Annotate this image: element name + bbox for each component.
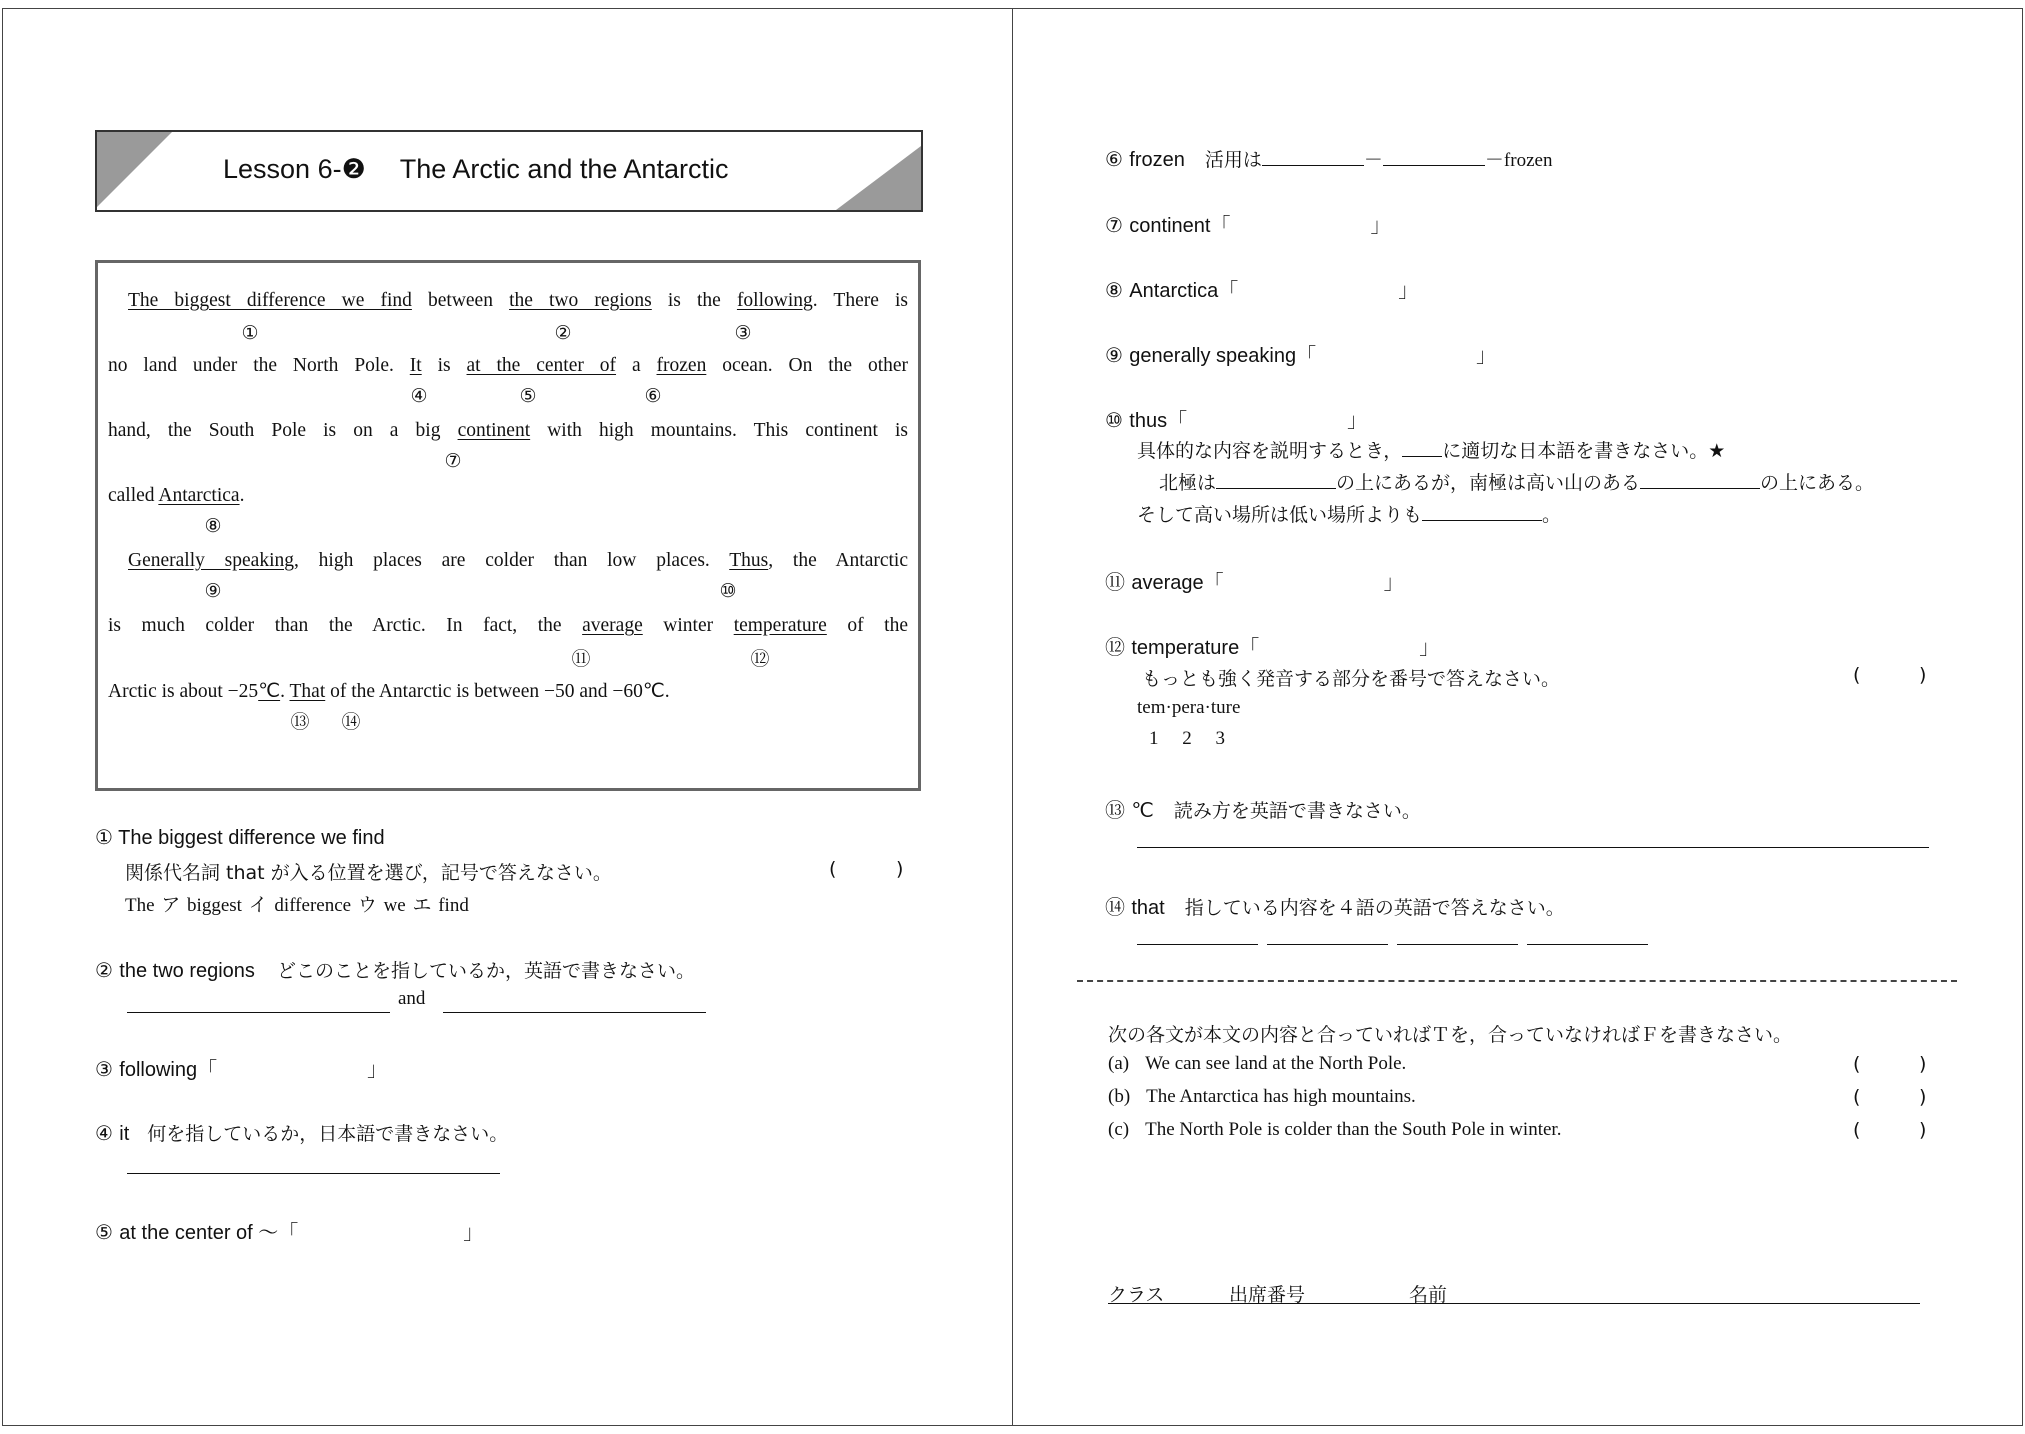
question-1: ① The biggest difference we find xyxy=(95,825,385,849)
tf-item-b: (b) The Antarctica has high mountains. xyxy=(1108,1086,1416,1107)
question-2-and: and xyxy=(398,988,426,1009)
marker-8: ⑧ xyxy=(204,515,222,537)
footer-class-label: クラス xyxy=(1108,1284,1165,1306)
passage-line-3: hand, the South Pole is on a big continent with high mountains. This continent is xyxy=(108,420,908,441)
tf-paren-c-open: ( xyxy=(1853,1119,1861,1141)
marker-5: ⑤ xyxy=(519,385,537,407)
question-8: ⑧ Antarctica「 」 xyxy=(1105,278,1419,302)
tf-paren-a-close: ) xyxy=(1919,1053,1927,1075)
question-1-paren-open: ( xyxy=(829,858,837,880)
tf-item-a: (a) We can see land at the North Pole. xyxy=(1108,1053,1407,1074)
question-3: ③ following「 」 xyxy=(95,1057,388,1081)
question-12-paren-open: ( xyxy=(1853,664,1861,686)
question-12-word: tem·pera·ture xyxy=(1137,697,1241,718)
question-12-syllable-numbers: 1 2 3 xyxy=(1149,728,1225,749)
left-page xyxy=(2,8,1014,1426)
answer-line-4[interactable] xyxy=(127,1173,500,1174)
marker-7: ⑦ xyxy=(444,450,462,472)
tf-instruction: 次の各文が本文の内容と合っていればＴを，合っていなければＦを書きなさい。 xyxy=(1108,1024,1793,1046)
marker-10: ⑩ xyxy=(719,580,737,602)
question-6: ⑥ frozen 活用は － －frozen xyxy=(1105,147,1553,171)
question-10-instruction: 具体的な内容を説明するとき， に適切な日本語を書きなさい。★ xyxy=(1137,440,1726,462)
answer-line-2b[interactable] xyxy=(443,1012,706,1013)
question-10: ⑩ thus「 」 xyxy=(1105,408,1368,432)
footer-name-label: 名前 xyxy=(1409,1284,1448,1306)
footer-line[interactable] xyxy=(1108,1303,1920,1304)
passage-line-5: Generally speaking, high places are colder than low places. Thus, the Antarctic xyxy=(128,550,908,571)
passage-line-2: no land under the North Pole. It is at the center of a frozen ocean. On the other xyxy=(108,355,909,376)
marker-6: ⑥ xyxy=(644,385,662,407)
lesson-number: Lesson 6-❷ xyxy=(223,154,366,184)
marker-12: ⑫ xyxy=(750,648,770,670)
footer-number-label: 出席番号 xyxy=(1229,1284,1306,1306)
question-7: ⑦ continent「 」 xyxy=(1105,213,1391,237)
question-1-paren-close: ) xyxy=(896,858,904,880)
title-box xyxy=(95,130,923,212)
question-5: ⑤ at the center of ～「 」 xyxy=(95,1220,484,1244)
question-12-instruction: もっとも強く発音する部分を番号で答えなさい。 xyxy=(1142,668,1561,690)
answer-blank-10a[interactable] xyxy=(1216,488,1336,489)
marker-4: ④ xyxy=(410,385,428,407)
answer-blank-10b[interactable] xyxy=(1640,488,1760,489)
answer-blank-10c[interactable] xyxy=(1422,520,1542,521)
tf-paren-b-close: ) xyxy=(1919,1086,1927,1108)
right-page xyxy=(1012,8,2023,1426)
answer-line-2a[interactable] xyxy=(127,1012,390,1013)
marker-14: ⑭ xyxy=(341,711,361,733)
answer-blank-6a[interactable] xyxy=(1262,165,1364,166)
marker-3: ③ xyxy=(734,322,752,344)
answer-line-14d[interactable] xyxy=(1527,944,1648,945)
tf-paren-a-open: ( xyxy=(1853,1053,1861,1075)
question-9: ⑨ generally speaking「 」 xyxy=(1105,343,1497,367)
section-divider xyxy=(1077,980,1957,982)
question-10-sentence-1: 北極は の上にあるが，南極は高い山のある の上にある。 xyxy=(1159,472,1875,494)
question-1-instruction: 関係代名詞 that が入る位置を選び，記号で答えなさい。 xyxy=(125,862,612,884)
answer-line-13[interactable] xyxy=(1137,847,1929,848)
question-2: ② the two regions どこのことを指しているか，英語で書きなさい。 xyxy=(95,958,695,982)
marker-2: ② xyxy=(554,322,572,344)
question-12-paren-close: ) xyxy=(1919,664,1927,686)
marker-13: ⑬ xyxy=(290,711,310,733)
lesson-topic: The Arctic and the Antarctic xyxy=(399,154,729,184)
question-1-options: The ア biggest イ difference ウ we エ find xyxy=(125,895,469,916)
title-decoration-top-left xyxy=(97,132,172,207)
title-decoration-bottom-right xyxy=(836,146,921,210)
marker-9: ⑨ xyxy=(204,580,222,602)
tf-paren-c-close: ) xyxy=(1919,1119,1927,1141)
answer-line-14c[interactable] xyxy=(1397,944,1518,945)
answer-line-14a[interactable] xyxy=(1137,944,1258,945)
passage-line-6: is much colder than the Arctic. In fact, the average winter temperature of the xyxy=(108,615,908,636)
question-14: ⑭ that 指している内容を４語の英語で答えなさい。 xyxy=(1105,895,1565,919)
tf-paren-b-open: ( xyxy=(1853,1086,1861,1108)
passage-line-7: Arctic is about −25℃. That of the Antarctic is between −50 and −60℃. xyxy=(108,681,670,702)
passage-line-4: called Antarctica. xyxy=(108,485,245,506)
page-title xyxy=(223,154,728,185)
answer-blank-6b[interactable] xyxy=(1383,165,1485,166)
marker-11: ⑪ xyxy=(571,648,591,670)
marker-1: ① xyxy=(241,322,259,344)
passage-line-1: The biggest difference we find between the two regions is the following. There is xyxy=(128,290,908,311)
passage-box xyxy=(95,260,921,791)
question-10-sentence-2: そして高い場所は低い場所よりも 。 xyxy=(1137,504,1562,526)
tf-item-c: (c) The North Pole is colder than the South Pole in winter. xyxy=(1108,1119,1562,1140)
answer-line-14b[interactable] xyxy=(1267,944,1388,945)
question-12: ⑫ temperature「 」 xyxy=(1105,635,1440,659)
question-4: ④ it 何を指しているか，日本語で書きなさい。 xyxy=(95,1121,509,1145)
question-11: ⑪ average「 」 xyxy=(1105,570,1404,594)
question-13: ⑬ ℃ 読み方を英語で書きなさい。 xyxy=(1105,798,1421,822)
